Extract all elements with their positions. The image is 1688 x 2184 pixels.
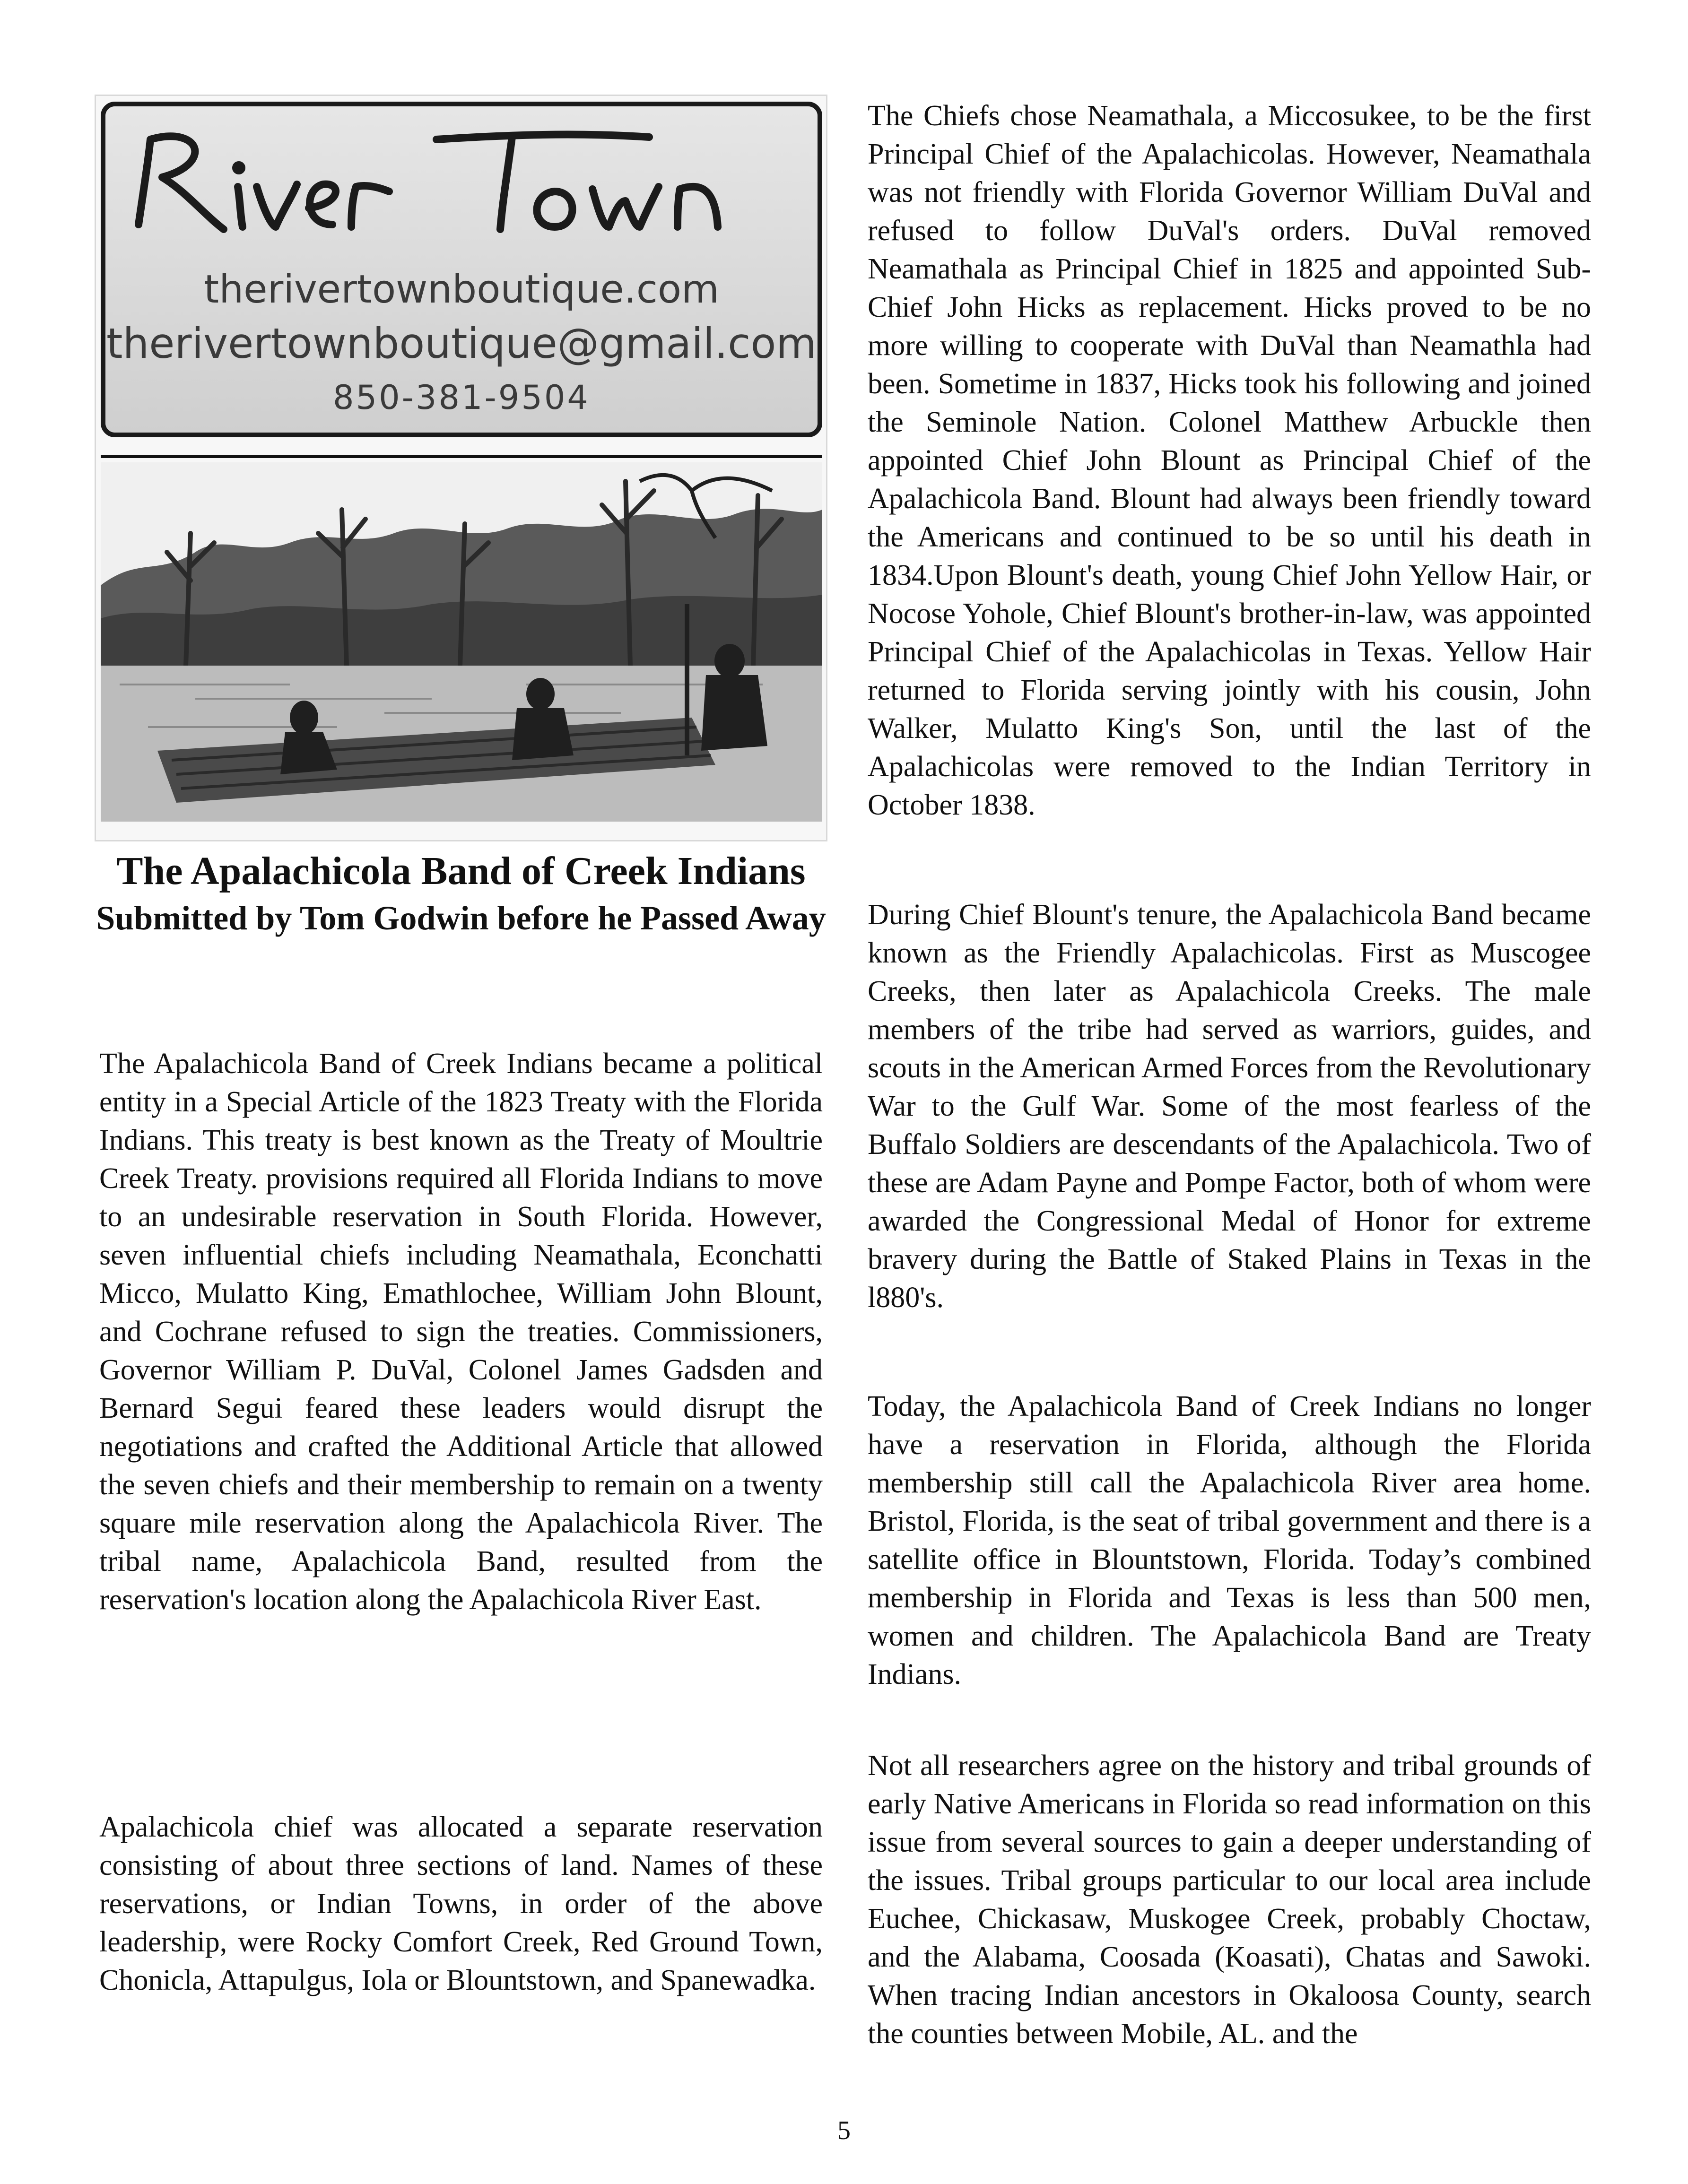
- article-heading: [95, 846, 827, 940]
- article-title: The Apalachicola Band of Creek Indians: [116, 849, 806, 893]
- divider-line: [101, 455, 822, 458]
- page-number: 5: [837, 2116, 851, 2145]
- article-paragraph: Not all researchers agree on the history and tribal grounds of early Native Americans in Florida so read information on this issue from several sources to gain a deeper understanding of the issues. Tribal groups particular to our local area include Euchee, Chickasaw, Muskogee Creek, probably Choctaw, and the Alabama, Coosada (Koasati), Chatas and Sawoki. When tracing Indian ancestors in Okaloosa County, search the counties between Mobile, AL. and the: [868, 1750, 1591, 2050]
- ad-phone: 850-381-9504: [333, 378, 590, 417]
- article-paragraph: During Chief Blount's tenure, the Apalachicola Band became known as the Friendly Apalachicolas. First as Muscogee Creeks, then later as Apalachicola Creeks. The male members of the tribe had served as warriors, guides, and scouts in the American Armed Forces from the Revolutionary War to the Gulf War. Some of the most fearless of the Buffalo Soldiers are descendants of the Apalachicola. Two of these are Adam Payne and Pompe Factor, both of whom were awarded the Congressional Medal of Honor for extreme bravery during the Battle of Staked Plains in Texas in the l880's.: [868, 899, 1591, 1314]
- article-subtitle: Submitted by Tom Godwin before he Passed Away: [96, 899, 826, 937]
- ad-email: therivertownboutique@gmail.com: [106, 319, 817, 368]
- article-paragraph: Today, the Apalachicola Band of Creek Indians no longer have a reservation in Florida, although the Florida membership still call the Apalachicola River area home. Bristol, Florida, is the seat of tribal government and there is a satellite office in Blountstown, Florida. Today’s combined membership in Florida and Texas is less than 500 men, women and children. The Apalachicola Band are Treaty Indians.: [868, 1390, 1591, 1690]
- ad-website: therivertownboutique.com: [204, 267, 719, 312]
- river-scene-illustration: [101, 462, 822, 822]
- advertisement-panel: [95, 95, 827, 841]
- article-paragraph: The Chiefs chose Neamathala, a Miccosukee, to be the first Principal Chief of the Apalachicolas. However, Neamathala was not friendly with Florida Governor William DuVal and refused to follow DuVal's orders. DuVal removed Neamathala as Principal Chief in 1825 and appointed Sub-Chief John Hicks as replacement. Hicks proved to be no more willing to cooperate with DuVal than Neamathla had been. Sometime in 1837, Hicks took his following and joined the Seminole Nation. Colonel Matthew Arbuckle then appointed Chief John Blount as Principal Chief of the Apalachicola Band. Blount had always been friendly toward the Americans and continued to be so until his death in 1834.Upon Blount's death, young Chief John Yellow Hair, or Nocose Yohole, Chief Blount's brother-in-law, was appointed Principal Chief of the Apalachicolas in Texas. Yellow Hair returned to Florida serving jointly with his cousin, John Walker, Mulatto King's Son, until the last of the Apalachicolas were removed to the Indian Territory in October 1838.: [868, 100, 1591, 821]
- river-scene-engraving: [101, 462, 822, 822]
- article-paragraph: Apalachicola chief was allocated a separate reservation consisting of about three sections of land. Names of these reservations, or Indian Towns, in order of the above leadership, were Rocky Comfort Creek, Red Ground Town, Chonicla, Attapulgus, Iola or Blountstown, and Spanewadka.: [99, 1811, 823, 1996]
- river-town-ad: [101, 102, 822, 437]
- article-paragraph: The Apalachicola Band of Creek Indians became a political entity in a Special Article of the 1823 Treaty with the Florida Indians. This treaty is best known as the Treaty of Moultrie Creek Treaty. provisions required all Florida Indians to move to an undesirable reservation in South Florida. However, seven influential chiefs including Neamathala, Econchatti Micco, Mulatto King, Emathlochee, William John Blount, and Cochrane refused to sign the treaties. Commissioners, Governor William P. DuVal, Colonel James Gadsden and Bernard Segui feared these leaders would disrupt the negotiations and crafted the Additional Article that allowed the seven chiefs and their membership to remain on a twenty square mile reservation along the Apalachicola River. The tribal name, Apalachicola Band, resulted from the reservation's location along the Apalachicola River East.: [99, 1048, 823, 1616]
